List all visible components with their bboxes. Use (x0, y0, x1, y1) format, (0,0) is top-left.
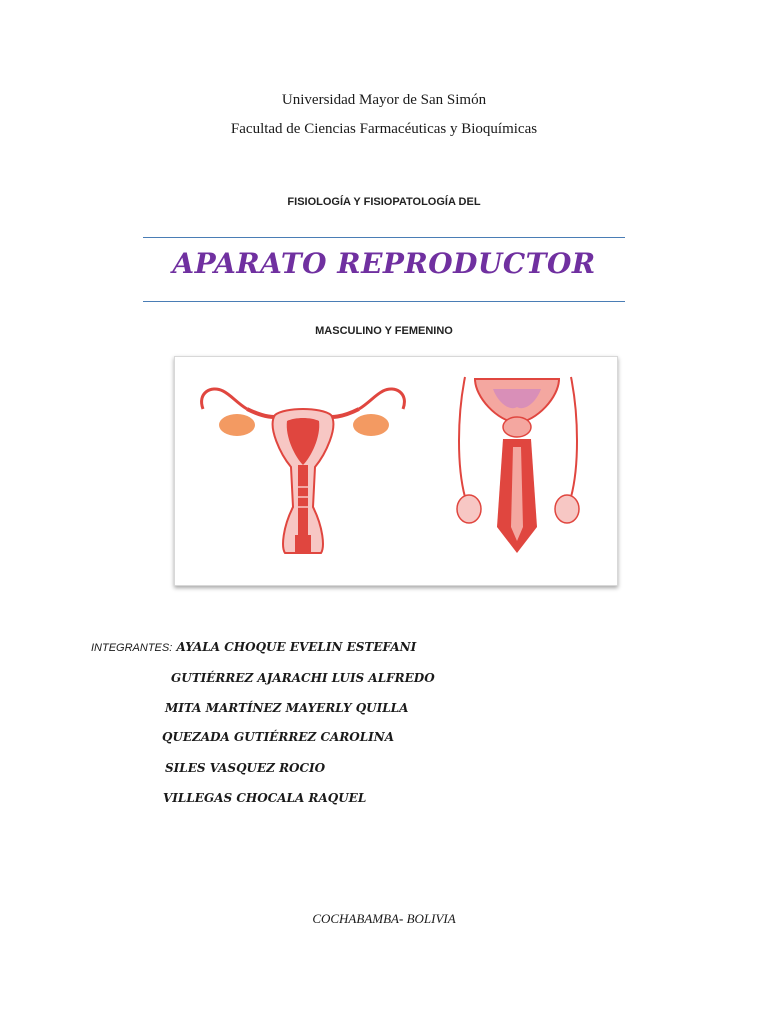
member-name: GUTIÉRREZ AJARACHI LUIS ALFREDO (171, 671, 435, 685)
footer-city: COCHABAMBA (312, 911, 399, 926)
members-label: INTEGRANTES: (91, 642, 173, 654)
faculty-name: Facultad de Ciencias Farmacéuticas y Bioquímicas (230, 121, 538, 137)
member-row-1 (91, 640, 416, 654)
member-name: MITA MARTÍNEZ MAYERLY QUILLA (165, 701, 409, 715)
title-bottom-rule (143, 301, 625, 302)
document-title: APARATO REPRODUCTOR (172, 247, 596, 280)
member-name: VILLEGAS CHOCALA RAQUEL (163, 791, 367, 805)
reproductive-anatomy-figure (174, 356, 618, 586)
member-name: QUEZADA GUTIÉRREZ CAROLINA (162, 730, 395, 744)
member-name: AYALA CHOQUE EVELIN ESTEFANI (176, 640, 417, 654)
footer-separator: - (398, 911, 407, 926)
document-subtitle: MASCULINO Y FEMENINO (315, 325, 453, 337)
footer-country: BOLIVIA (406, 911, 456, 926)
member-name: SILES VASQUEZ ROCIO (165, 761, 326, 775)
anatomy-illustration (175, 357, 617, 585)
location-footer (0, 911, 768, 927)
university-name: Universidad Mayor de San Simón (281, 92, 487, 108)
subject-line: FISIOLOGÍA Y FISIOPATOLOGÍA DEL (287, 196, 481, 208)
title-top-rule (143, 237, 625, 238)
